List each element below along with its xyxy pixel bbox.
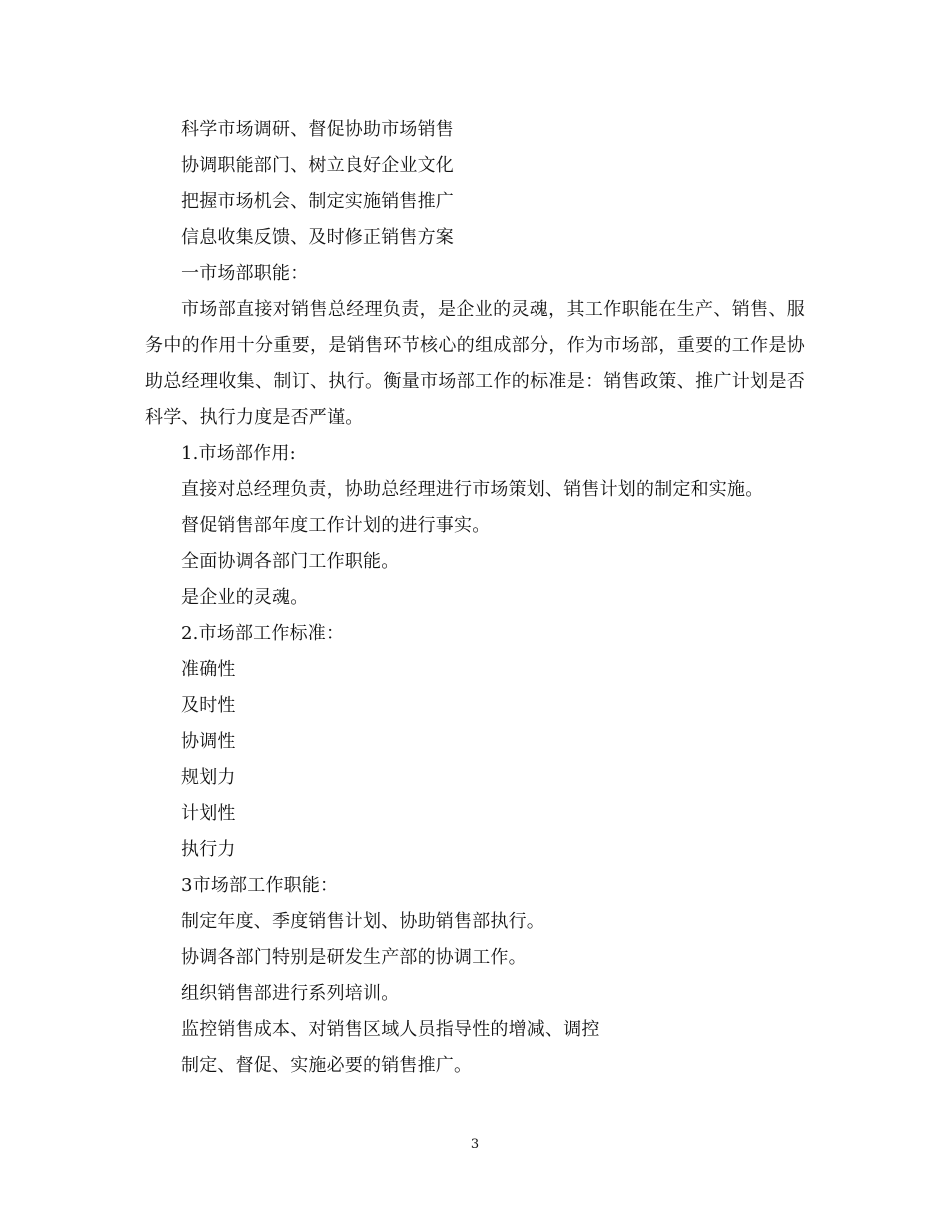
document-body xyxy=(145,112,805,1084)
text-line: 监控销售成本、对销售区域人员指导性的增减、调控 xyxy=(181,1019,600,1040)
section-heading: 一市场部职能： xyxy=(181,263,309,284)
list-item: 及时性 xyxy=(181,695,236,716)
subsection-heading: 2.市场部工作标准： xyxy=(181,623,345,644)
list-item: 协调性 xyxy=(181,731,236,752)
subsection-heading: 1.市场部作用: xyxy=(181,443,296,464)
text-line: 督促销售部年度工作计划的进行事实。 xyxy=(181,515,491,536)
list-item: 执行力 xyxy=(181,839,236,860)
text-line: 直接对总经理负责，协助总经理进行市场策划、销售计划的制定和实施。 xyxy=(181,479,764,500)
list-item: 计划性 xyxy=(181,803,236,824)
text-line: 是企业的灵魂。 xyxy=(181,587,309,608)
text-line: 把握市场机会、制定实施销售推广 xyxy=(181,191,454,212)
list-item: 准确性 xyxy=(181,659,236,680)
text-line: 协调职能部门、树立良好企业文化 xyxy=(181,155,454,176)
body-paragraph: 市场部直接对销售总经理负责，是企业的灵魂，其工作职能在生产、销售、服务中的作用十分重要，是销售环节核心的组成部分，作为市场部，重要的工作是协助总经理收集、制订、执行。衡量市场部工作的标准是：销售政策、推广计划是否科学、执行力度是否严谨。 xyxy=(145,299,805,428)
page-number: 3 xyxy=(470,1137,480,1152)
text-line: 信息收集反馈、及时修正销售方案 xyxy=(181,227,454,248)
text-line: 全面协调各部门工作职能。 xyxy=(181,551,400,572)
text-line: 制定年度、季度销售计划、协助销售部执行。 xyxy=(181,911,545,932)
text-line: 制定、督促、实施必要的销售推广。 xyxy=(181,1055,473,1076)
text-line: 组织销售部进行系列培训。 xyxy=(181,983,400,1004)
text-line: 协调各部门特别是研发生产部的协调工作。 xyxy=(181,947,527,968)
text-line: 科学市场调研、督促协助市场销售 xyxy=(181,119,454,140)
subsection-heading: 3市场部工作职能： xyxy=(181,875,339,896)
list-item: 规划力 xyxy=(181,767,236,788)
